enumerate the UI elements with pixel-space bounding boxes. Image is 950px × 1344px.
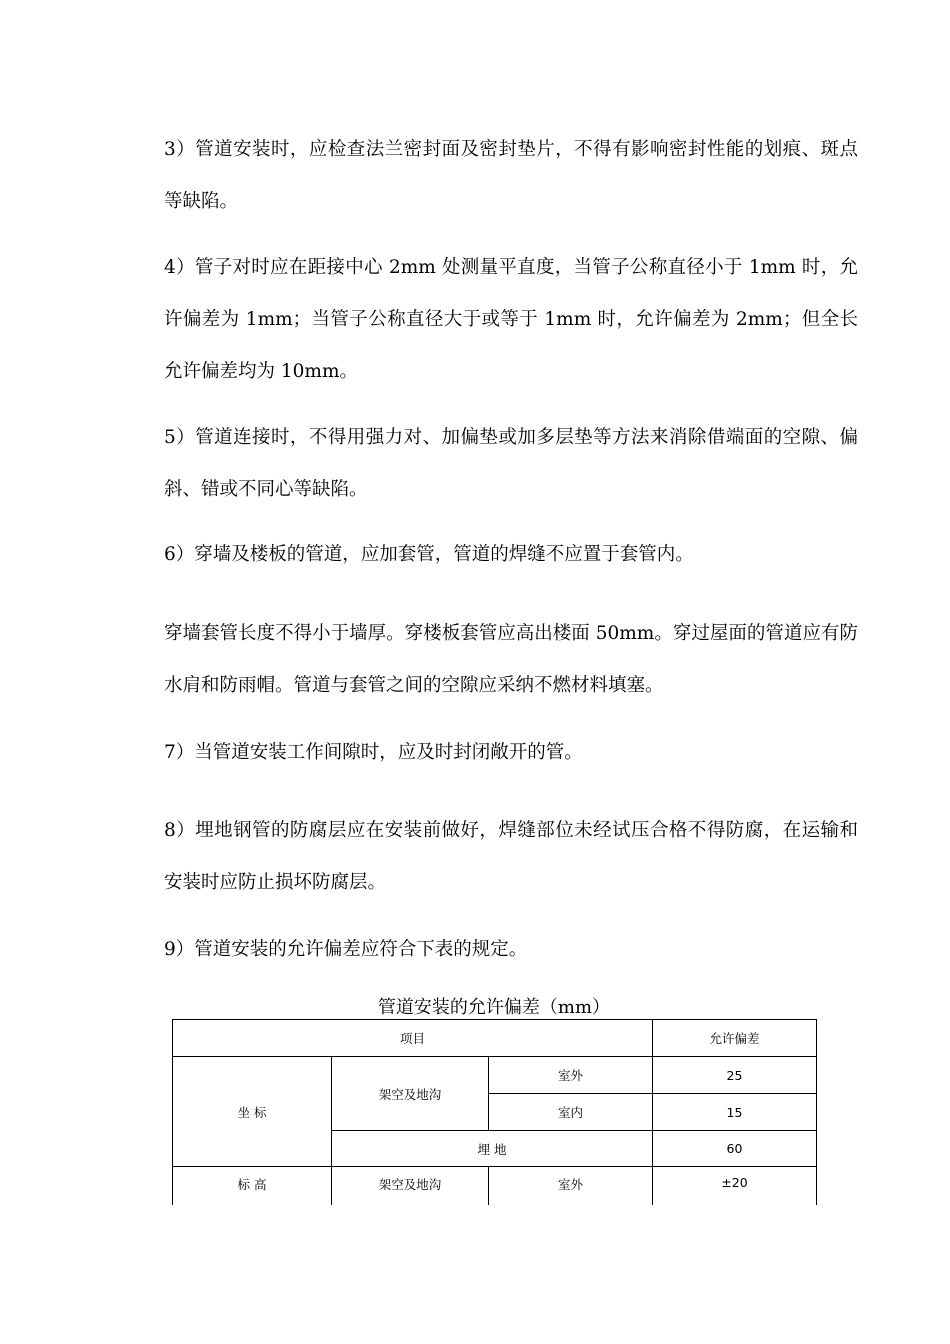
cell-elev-overhead: 架空及地沟: [332, 1167, 489, 1205]
paragraph-8: 8）埋地钢管的防腐层应在安装前做好，焊缝部位未经试压合格不得防腐，在运输和安装时应防止损坏防腐层。: [164, 820, 858, 893]
header-tolerance: 允许偏差: [653, 1020, 817, 1057]
cell-coordinate: 坐 标: [173, 1057, 332, 1167]
header-item: 项目: [173, 1020, 653, 1057]
cell-outdoor: 室外: [489, 1057, 653, 1094]
table-row: [173, 1020, 817, 1057]
cell-indoor: 室内: [489, 1094, 653, 1131]
paragraph-7: 7）当管道安装工作间隙时，应及时封闭敞开的管。: [164, 742, 583, 763]
paragraph-6: 6）穿墙及楼板的管道，应加套管，管道的焊缝不应置于套管内。: [164, 544, 694, 565]
cell-elevation: 标 高: [173, 1167, 332, 1205]
cell-elev-outdoor: 室外: [489, 1167, 653, 1205]
table-row: [173, 1167, 817, 1205]
table-caption: 管道安装的允许偏差（mm）: [377, 997, 611, 1018]
table-row: [173, 1057, 817, 1094]
paragraph-5: 5）管道连接时，不得用强力对、加偏垫或加多层垫等方法来消除借端面的空隙、偏斜、错或不同心等缺陷。: [164, 427, 858, 500]
cell-elev-outdoor-value: ±20: [653, 1167, 817, 1205]
paragraph-9: 9）管道安装的允许偏差应符合下表的规定。: [164, 939, 528, 960]
cell-indoor-value: 15: [653, 1094, 817, 1131]
paragraph-sleeve: 穿墙套管长度不得小于墙厚。穿楼板套管应高出楼面 50mm。穿过屋面的管道应有防水肩和防雨帽。管道与套管之间的空隙应采纳不燃材料填塞。: [164, 623, 858, 696]
paragraph-3: 3）管道安装时，应检查法兰密封面及密封垫片，不得有影响密封性能的划痕、斑点等缺陷。: [164, 139, 858, 212]
cell-buried: 埋 地: [332, 1131, 653, 1167]
cell-overhead: 架空及地沟: [332, 1057, 489, 1131]
tolerance-table: [172, 1019, 817, 1205]
paragraph-4: 4）管子对时应在距接中心 2mm 处测量平直度，当管子公称直径小于 1mm 时，允许偏差为 1mm；当管子公称直径大于或等于 1mm 时，允许偏差为 2mm；但全长允许偏差均为 10mm。: [164, 257, 858, 382]
cell-buried-value: 60: [653, 1131, 817, 1167]
cell-outdoor-value: 25: [653, 1057, 817, 1094]
